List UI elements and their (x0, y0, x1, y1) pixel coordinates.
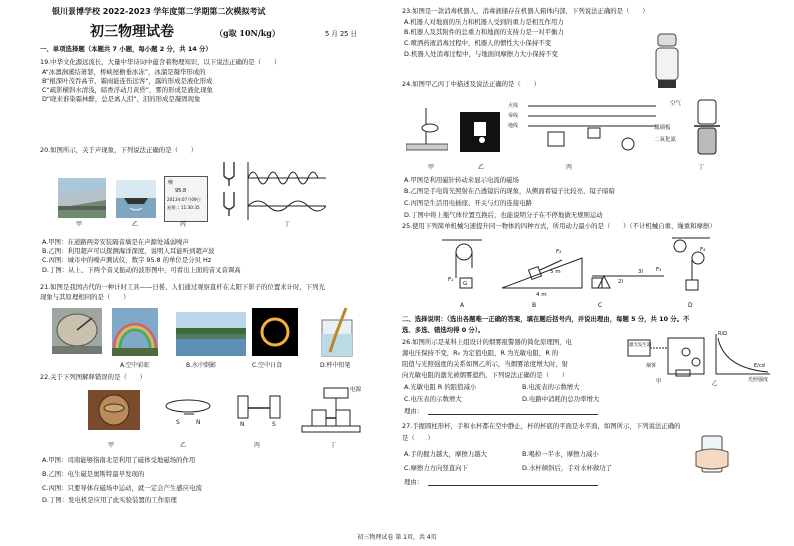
q26-option-b: B.电流表的示数增大 (522, 383, 580, 391)
q24-option-b: B.乙图是手电筒光照射在凸透镜后的现象，从侧面看镜子比较亮、镜子暗暗 (404, 187, 615, 195)
q20-meter-value: 95.8 (175, 188, 187, 194)
q24-wire-neutral: 零线 (508, 113, 519, 119)
q26-line3: 阻值与光照强度的关系如图乙所示，当烟雾浓度增大时，射 (402, 360, 569, 368)
q25-mark-f4: F₄ (700, 247, 706, 253)
q21-caption-b: B.水中倒影 (186, 362, 217, 369)
left-column (40, 0, 390, 546)
q27-hand-cup-image (692, 432, 732, 482)
q26-axis-e: E/cd (754, 363, 765, 369)
q20-option-c: C.丙图：城市中的噪声测试仪，数字 95.8 的单位是分贝 Hz (42, 256, 212, 264)
q25-machines-diagram (442, 236, 712, 300)
q24-option-a: A.甲图是利用磁针转动来显示电流的磁场 (404, 176, 519, 184)
q24-label-ding: 丁 (698, 164, 705, 171)
svg-text:S: S (176, 419, 180, 426)
q24-option-d: D.丁图中将上瓶气体位置互换后，也能说明分子在不停地做无规则运动 (404, 211, 603, 219)
q23-stem: 23.如图是一款消毒机器人，消毒液储存在机器人箱体内部，下列说法正确的是（ ） (402, 7, 649, 15)
school-title: 银川景博学校 2022-2023 学年度第二学期第二次模拟考试 (52, 7, 266, 16)
q20-option-a: A.甲图：在道路两旁安装隔音墙是在声源处减弱噪声 (42, 238, 189, 246)
q20-noise-meter (164, 176, 208, 222)
q26-resistance-graph (708, 330, 774, 388)
q20-ship-image (116, 180, 156, 218)
right-column (402, 0, 774, 546)
q25-stem: 25.使用下列简单机械匀速提升同一物体的四种方式，所用动力最小的是（ ）（不计机械自重、绳重和摩擦） (402, 222, 716, 230)
q19-option-d: D“晓来谁染霜林醉，总是离人泪”，泪的形成是凝固现象 (42, 95, 201, 103)
q24-option-c: C.丙图是生活用电插座、开关与灯的连接电路 (404, 199, 532, 207)
section2-heading-line2: 选、多选、错选均得 0 分）。 (402, 326, 485, 334)
q21-stem-line2: 现象与其原理相同的是（ ） (40, 293, 130, 301)
q20-meter-label: 噪 (168, 180, 174, 186)
q22-stem: 22.关于下列图解释错误的是（ ） (40, 373, 147, 381)
q26-line1: 26.如图所示是某科上组设计的烟雾报警器的简化原理图，电 (402, 338, 572, 346)
svg-text:S: S (272, 421, 276, 428)
q27-option-b: B.喝掉一半水，摩擦力减小 (522, 450, 599, 458)
q25-label-a: A (460, 302, 465, 309)
g-note: （g取 10N/kg） (215, 28, 280, 38)
q27-reason: 理由： (404, 478, 424, 486)
q24-label-bing: 丙 (566, 164, 573, 171)
q23-option-a: A.机器人对地面的压力和机器人受到的重力是相互作用力 (404, 18, 564, 26)
q19-stem: 19.中华文化源远流长，大量中华诗词中蕴含着物理知识，以下说法正确的是（ ） (40, 58, 281, 66)
q25-label-b: B (532, 302, 537, 309)
q26-label-yi: 乙 (712, 381, 718, 387)
q26-option-a: A.光敏电阻 R 的阻值减小 (404, 383, 477, 391)
q23-option-c: C.喷洒药液消毒过程中，机器人的惯性大小保持不变 (404, 39, 552, 47)
q24-wiring-diagram (508, 98, 658, 160)
q19-option-b: B“根深叶茂吞高节，霜雨能连伤远客”，露的形成是液化形成 (42, 77, 213, 85)
q19-option-c: C“疏影横斜水清浅，暗香浮动月黄昏”，雾的形成是液化现象 (42, 86, 213, 94)
q26-option-d: D.电路中消耗的总功率增大 (522, 395, 600, 403)
q24-lens-image (460, 112, 500, 152)
q26-option-c: C.电压表的示数增大 (404, 395, 462, 403)
q25-mark-f1: F₁ (448, 277, 454, 283)
q20-label-bing: 丙 (180, 221, 187, 228)
q20-label-jia: 甲 (76, 221, 83, 228)
q22-label-jia: 甲 (108, 442, 115, 449)
q27-option-c: C.摩擦力方向竖直向下 (404, 464, 469, 472)
q21-pencil-image (316, 306, 358, 358)
q22-label-bing: 丙 (254, 442, 261, 449)
q25-label-c: C (598, 302, 603, 309)
q25-mark-2l: 2l (618, 279, 624, 285)
q24-label-yi: 乙 (478, 164, 485, 171)
q24-label-no2: 二氧化氮 (654, 137, 677, 143)
q25-mark-f2: F₂ (556, 249, 562, 255)
q22-option-a: A.甲图：司南能够指南北是利用了磁体受地磁场的作用 (42, 456, 196, 464)
q27-reason-line (428, 485, 598, 486)
q20-label-ding: 丁 (284, 221, 291, 228)
section1-heading: 一、单项选择题（本题共 7 小题，每小题 2 分，共 14 分） (40, 45, 212, 53)
svg-text:N: N (196, 419, 201, 426)
q23-option-b: B.机器人及其附件的总重力和地面的支持力是一对平衡力 (404, 28, 564, 36)
q26-circuit-diagram (626, 334, 706, 386)
q22-option-c: C.丙图：只要导体在磁场中运动，就一定会产生感应电流 (42, 484, 202, 492)
q25-mark-3l: 3l (638, 269, 644, 275)
q24-label-jia: 甲 (428, 164, 435, 171)
q21-eclipse-image (252, 308, 298, 356)
q20-option-d: D.丁图：从上、下两个音叉振动的波形图中，可看出上面的音叉音调高 (42, 266, 241, 274)
q24-wire-ground: 地线 (508, 123, 519, 129)
q25-mark-g: G (463, 281, 468, 287)
q22-generator-image (298, 384, 364, 438)
page-footer: 初三物理试卷 第 1页，共 4页 (357, 534, 437, 541)
q20-meter-date: 2013年07月09日 (167, 197, 201, 202)
q26-reason-line (428, 414, 598, 415)
q21-rainbow-image (112, 308, 158, 356)
q21-caption-c: C.空中日食 (252, 362, 283, 369)
q21-stem-line1: 21.如图是我国古代的一种计时工具——日晷，人们通过观察直杆在太阳下影子的位置来计时，下列光 (40, 283, 325, 291)
q27-option-d: D.水杯倾斜后，手对水杯做功了 (522, 464, 613, 472)
q20-option-b: B.乙图：利用超声可以探测海洋深度，说明人耳能听到超声波 (42, 247, 215, 255)
q21-caption-d: D.杯中铅笔 (320, 362, 351, 369)
q26-axis-y: R/Ω (718, 331, 727, 337)
section2-heading-line1: 二、选择说明：（选出各题唯一正确的答案，填在题后括号内，并说出理由，每题 5 分，共 10 分。不 (402, 315, 690, 323)
q22-compass-image (84, 384, 144, 434)
page-title: 初三物理试卷 (90, 24, 174, 40)
q24-magnet-needle-image (406, 104, 448, 160)
q26-axis-x: 光照强度 (748, 377, 769, 383)
q24-label-glass: 玻璃板 (654, 125, 671, 131)
q23-robot-image (652, 30, 682, 92)
q25-mark-f3: F₃ (656, 267, 662, 273)
q24-label-air: 空气 (670, 101, 682, 107)
q24-wire-live: 火线 (508, 103, 519, 109)
q21-caption-a: A.空中彩虹 (120, 362, 150, 369)
q27-option-a: A.手的握力越大，摩擦力越大 (404, 450, 487, 458)
q20-label-yi: 乙 (132, 221, 139, 228)
q22-electromagnet-image (160, 392, 216, 428)
q22-power-label: 电源 (350, 387, 362, 393)
q22-induction-image (230, 392, 290, 434)
q22-option-d: D.丁图：发电机是应用了此实验装置的工作原理 (42, 496, 177, 504)
q24-stem: 24.如图甲乙丙丁中描述及说法正确的是（ ） (402, 80, 540, 88)
q23-option-d: D.机器人处消毒过程中，与地面间摩擦力大小保持不变 (404, 50, 558, 58)
q22-label-yi: 乙 (180, 442, 187, 449)
q27-line1: 27.手握圆柱形杯，手和水杯都在空中静止，杯的杯底的平面是水平面，如图所示，下列说法正确的 (402, 422, 681, 430)
svg-text:N: N (240, 421, 245, 428)
q26-line4: 向光敏电阻的激光被烟雾遮挡，下列说法正确的是（ ） (402, 371, 569, 379)
q20-tuning-fork-image (218, 160, 240, 220)
q26-line2: 源电压保持不变，R₀ 为定值电阻，R 为光敏电阻，R 的 (402, 349, 559, 357)
q26-label-jia: 甲 (656, 379, 662, 385)
q22-option-b: B.乙图：电生磁是奥斯特最早发现的 (42, 470, 145, 478)
q25-mark-4m: 4 m (536, 292, 547, 298)
q26-laser-label: 激光发生器 (629, 343, 652, 348)
q26-reason: 理由： (404, 407, 424, 415)
q20-waveform-chart (246, 160, 328, 222)
q20-meter-time: 星期二 11:30:35 (167, 205, 200, 210)
q25-mark-5m: 5 m (550, 269, 561, 275)
q20-stem: 20.如图所示，关于声现象，下列说法正确的是（ ） (40, 146, 198, 154)
q19-option-a: A“冰凛涧溪结萧瑟，桥峡屋檐垂冰冻”，冰溜是凝华形成的 (42, 68, 206, 76)
q20-soundwall-image (58, 178, 106, 218)
q21-reflection-image (176, 312, 246, 356)
exam-date: 5 月 25 日 (325, 30, 358, 38)
q22-label-ding: 丁 (330, 442, 337, 449)
q25-label-d: D (688, 302, 693, 309)
q27-line2: 是（ ） (402, 434, 434, 442)
q24-diffusion-image (652, 96, 722, 158)
q21-sundial-image (52, 308, 102, 354)
q26-smoke-label: 烟雾 (646, 363, 657, 369)
